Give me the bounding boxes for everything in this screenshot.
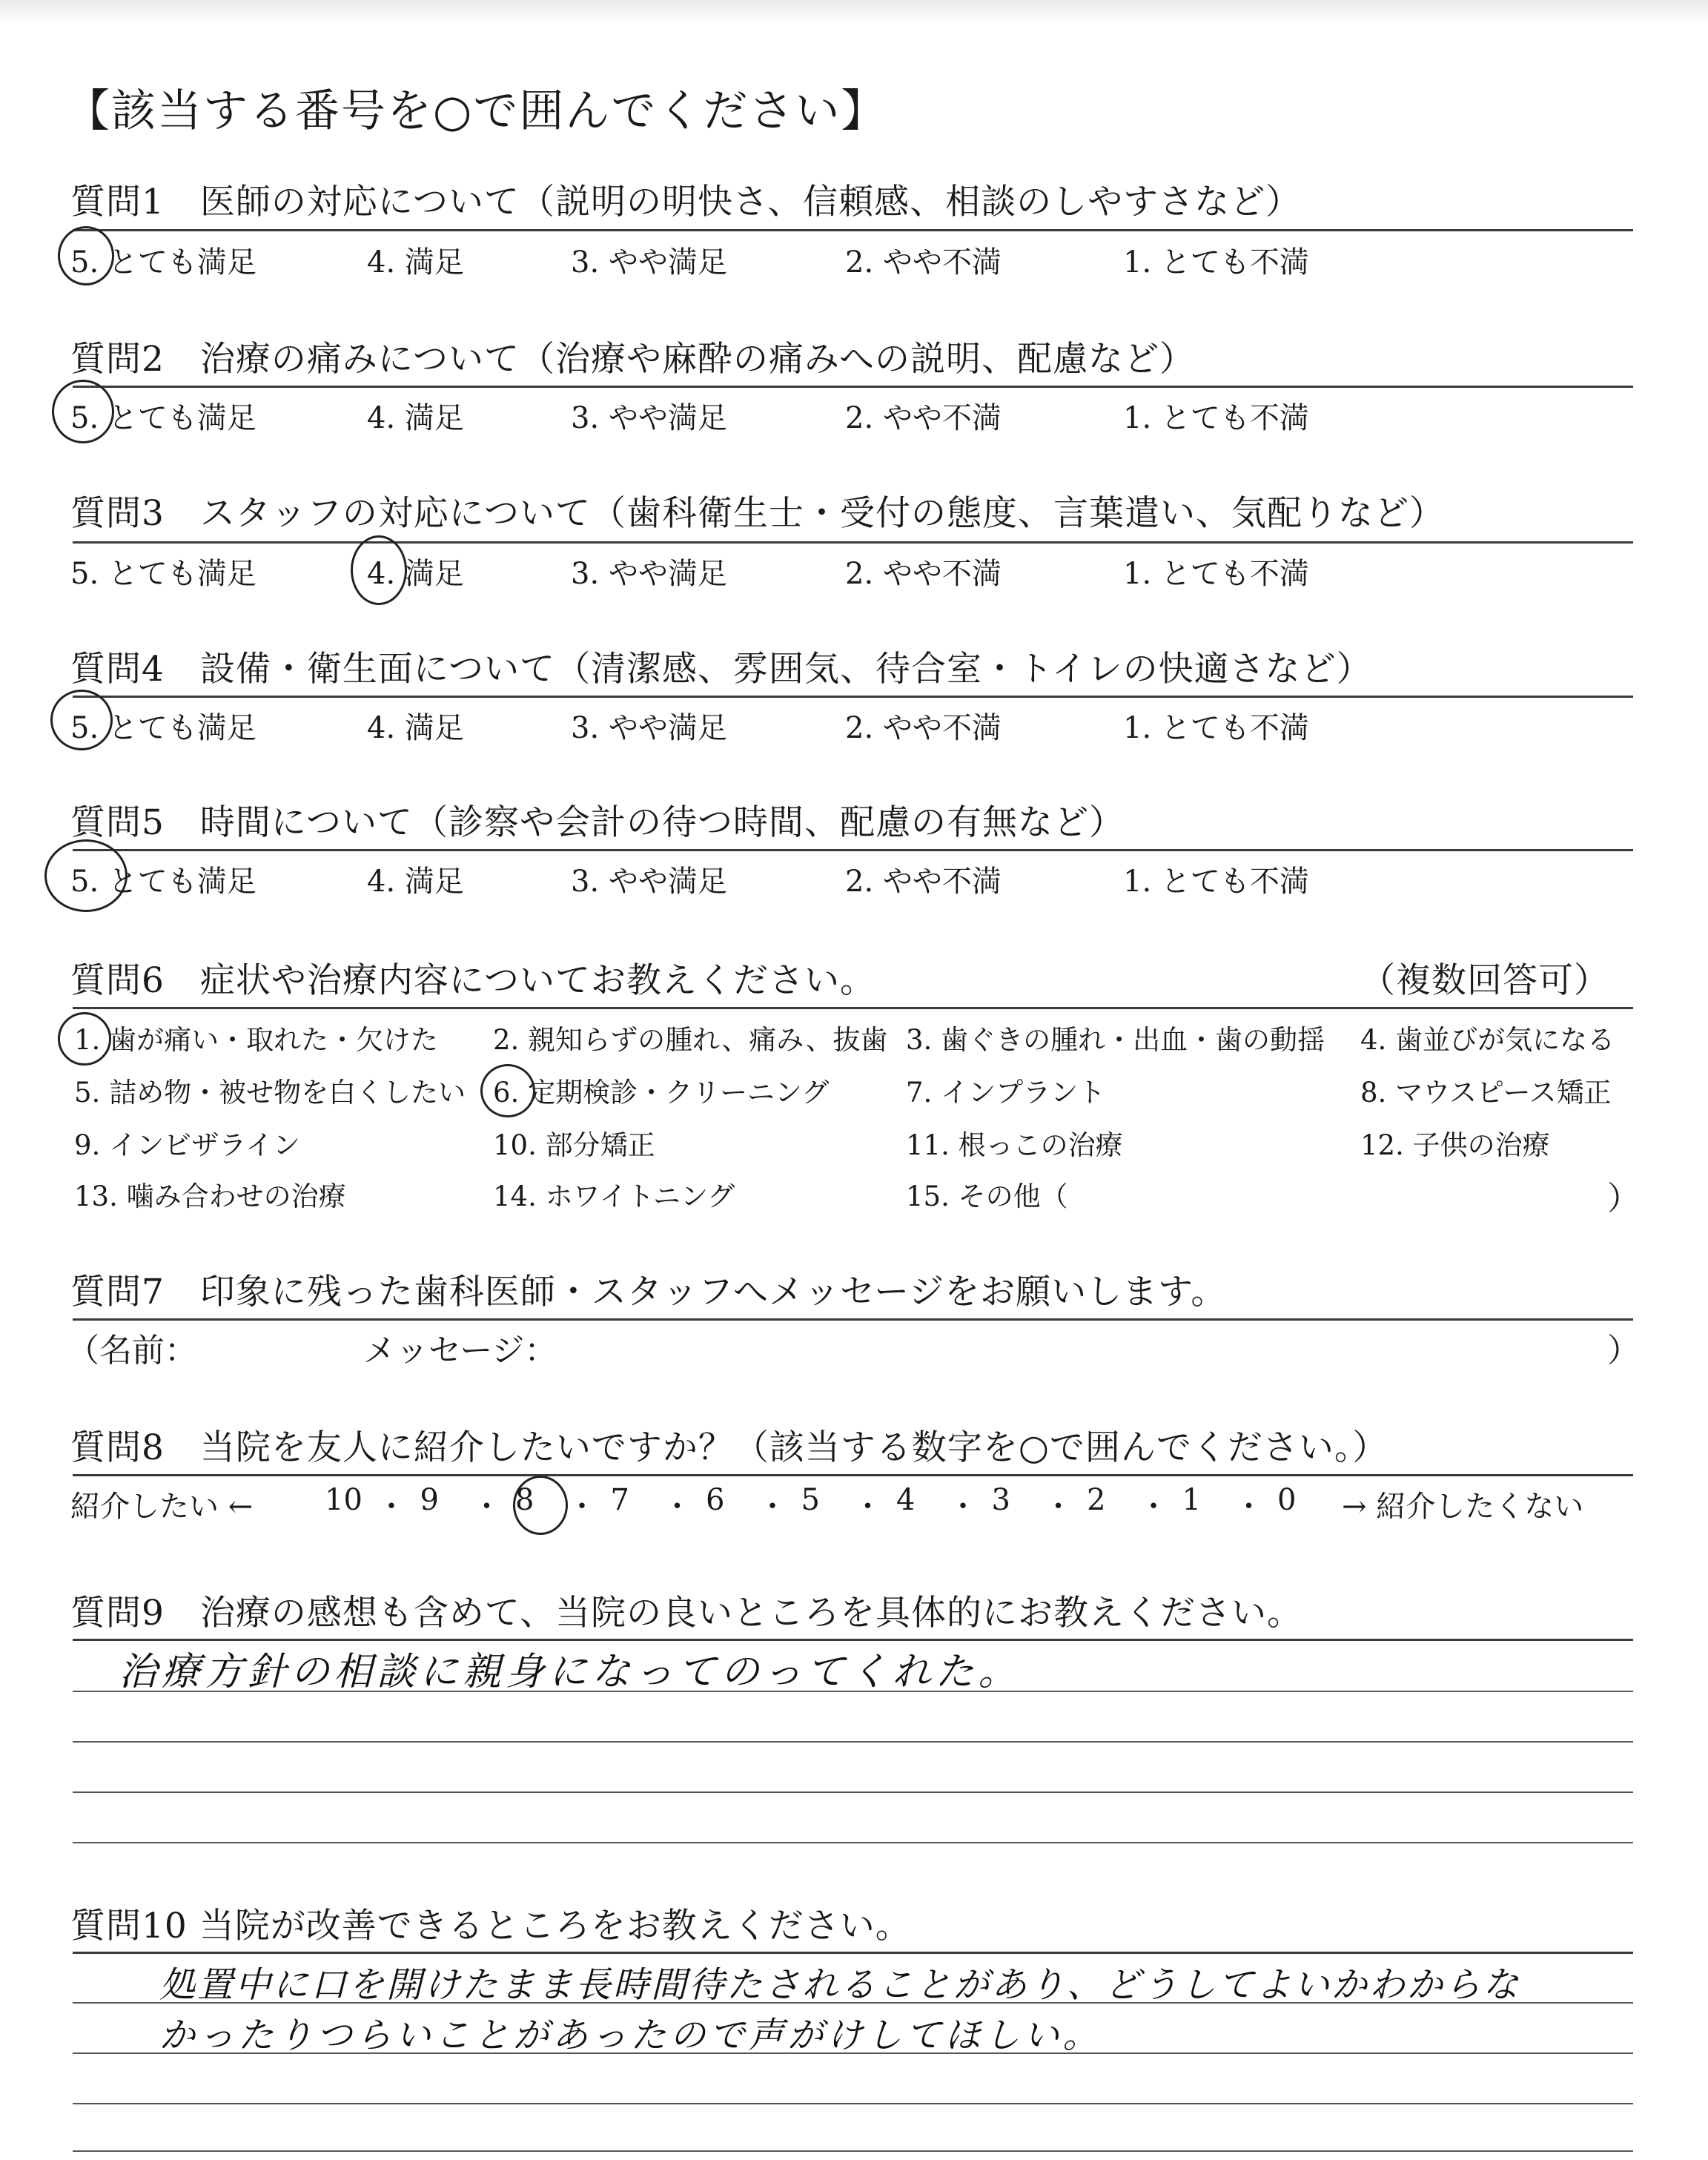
q8-scale-value-5[interactable]: 5	[801, 1483, 820, 1517]
q10-handwritten-answer-line-1: 処置中に口を開けたまま長時間待たされることがあり、どうしてよいかわからな	[159, 1964, 1521, 2006]
q1-title: 質問1 医師の対応について（説明の明快さ、信頼感、相談のしやすさなど）	[70, 182, 1302, 222]
q1-option-4[interactable]: 4. 満足	[367, 245, 464, 280]
q6-item-2[interactable]: 2. 親知らずの腫れ、痛み、抜歯	[493, 1024, 888, 1056]
q8-scale-value-8[interactable]: 8	[515, 1483, 534, 1517]
q2-option-4[interactable]: 4. 満足	[367, 401, 464, 435]
q3-divider	[73, 541, 1633, 544]
q8-scale-value-10[interactable]: 10	[325, 1483, 363, 1517]
q8-scale-separator: ・	[758, 1490, 787, 1524]
q9-title: 質問9 治療の感想も含めて、当院の良いところを具体的にお教えください。	[70, 1593, 1302, 1634]
q2-title: 質問2 治療の痛みについて（治療や麻酔の痛みへの説明、配慮など）	[70, 339, 1196, 380]
q6-item-8[interactable]: 8. マウスピース矯正	[1360, 1077, 1612, 1109]
q10-line-1	[73, 1952, 1633, 1954]
q1-option-3[interactable]: 3. やや満足	[571, 245, 727, 280]
q5-selection-circle	[44, 839, 128, 912]
q9-line-4	[73, 1791, 1633, 1793]
q8-scale-separator: ・	[948, 1490, 978, 1524]
q6-item-6[interactable]: 6. 定期検診・クリーニング	[493, 1077, 830, 1109]
q1-divider	[73, 229, 1633, 231]
q7-divider	[73, 1318, 1633, 1321]
q3-title: 質問3 スタッフの対応について（歯科衛生士・受付の態度、言葉遣い、気配りなど）	[70, 493, 1445, 534]
q4-option-2[interactable]: 2. やや不満	[845, 711, 1002, 745]
q10-line-5	[73, 2150, 1633, 2152]
q8-title: 質問8 当院を友人に紹介したいですか？（該当する数字を○で囲んでください。）	[70, 1427, 1388, 1468]
q8-scale-separator: ・	[567, 1490, 597, 1524]
q5-option-2[interactable]: 2. やや不満	[845, 865, 1002, 899]
q6-item-5[interactable]: 5. 詰め物・被せ物を白くしたい	[74, 1077, 466, 1109]
q3-selection-circle	[351, 535, 407, 605]
q6-item-1[interactable]: 1. 歯が痛い・取れた・欠けた	[74, 1024, 439, 1056]
q1-option-2[interactable]: 2. やや不満	[845, 245, 1002, 280]
q6-item-4[interactable]: 4. 歯並びが気になる	[1360, 1024, 1615, 1056]
q8-scale-value-9[interactable]: 9	[420, 1483, 439, 1517]
q4-title: 質問4 設備・衛生面について（清潔感、雰囲気、待合室・トイレの快適さなど）	[70, 649, 1372, 690]
q1-selection-circle	[58, 226, 114, 285]
q6-item-12[interactable]: 12. 子供の治療	[1360, 1129, 1550, 1161]
q5-option-5[interactable]: 5. とても満足	[70, 865, 256, 899]
q8-scale-separator: ・	[1234, 1490, 1264, 1524]
q2-option-2[interactable]: 2. やや不満	[845, 401, 1002, 435]
instruction-header: 【該当する番号を○で囲んでください】	[65, 85, 887, 137]
q2-option-1[interactable]: 1. とても不満	[1123, 401, 1309, 435]
q4-option-3[interactable]: 3. やや満足	[571, 711, 727, 745]
q5-option-4[interactable]: 4. 満足	[367, 865, 464, 899]
q6-item-7[interactable]: 7. インプラント	[906, 1077, 1106, 1109]
q2-option-3[interactable]: 3. やや満足	[571, 401, 727, 435]
q9-handwritten-answer: 治療方針の相談に親身になってのってくれた。	[119, 1650, 1022, 1694]
q8-scale-separator: ・	[662, 1490, 692, 1524]
q3-option-3[interactable]: 3. やや満足	[571, 557, 727, 591]
q9-line-3	[73, 1741, 1633, 1743]
q3-option-5[interactable]: 5. とても満足	[70, 557, 256, 591]
q6-item-3[interactable]: 3. 歯ぐきの腫れ・出血・歯の動揺	[906, 1024, 1325, 1056]
q1-option-1[interactable]: 1. とても不満	[1123, 245, 1309, 280]
q7-name-label: （名前：	[67, 1332, 197, 1370]
q2-option-5[interactable]: 5. とても満足	[70, 401, 256, 435]
q8-right-label: → 紹介したくない	[1342, 1490, 1584, 1524]
q8-scale-value-2[interactable]: 2	[1087, 1483, 1106, 1517]
q5-divider	[73, 849, 1633, 851]
q6-item-9[interactable]: 9. インビザライン	[74, 1129, 300, 1161]
q6-title: 質問6 症状や治療内容についてお教えください。	[70, 960, 875, 1001]
q3-option-1[interactable]: 1. とても不満	[1123, 557, 1309, 591]
q6-selection-circle-6	[480, 1064, 535, 1117]
q7-message-label: メッセージ：	[363, 1332, 557, 1370]
q10-handwritten-answer-line-2: かったりつらいことがあったので声がけしてほしい。	[159, 2015, 1102, 2056]
q5-option-3[interactable]: 3. やや満足	[571, 865, 727, 899]
q8-scale-value-7[interactable]: 7	[610, 1483, 629, 1517]
q6-selection-circle-1	[58, 1012, 111, 1066]
q8-scale-value-3[interactable]: 3	[991, 1483, 1010, 1517]
q8-left-label: 紹介したい ←	[70, 1490, 254, 1524]
q7-title: 質問7 印象に残った歯科医師・スタッフへメッセージをお願いします。	[70, 1272, 1227, 1312]
q5-option-1[interactable]: 1. とても不満	[1123, 865, 1309, 899]
q6-other-close-paren: ）	[1607, 1180, 1640, 1218]
q8-scale-separator: ・	[1139, 1490, 1168, 1524]
q1-option-5[interactable]: 5. とても満足	[70, 245, 256, 280]
q2-divider	[73, 386, 1633, 388]
q6-divider	[73, 1007, 1633, 1009]
scan-top-edge	[0, 0, 1708, 25]
q8-scale-separator: ・	[1043, 1490, 1073, 1524]
q3-option-2[interactable]: 2. やや不満	[845, 557, 1002, 591]
q4-option-1[interactable]: 1. とても不満	[1123, 711, 1309, 745]
q5-title: 質問5 時間について（診察や会計の待つ時間、配慮の有無など）	[70, 802, 1125, 843]
q3-option-4[interactable]: 4. 満足	[367, 557, 464, 591]
q6-item-15[interactable]: 15. その他（	[906, 1180, 1068, 1212]
q8-scale-value-4[interactable]: 4	[896, 1483, 916, 1517]
q8-scale-separator: ・	[377, 1490, 406, 1524]
q4-option-5[interactable]: 5. とても満足	[70, 711, 256, 745]
q6-multiple-answers-note: （複数回答可）	[1360, 960, 1609, 1001]
q10-title: 質問10 当院が改善できるところをお教えください。	[70, 1906, 911, 1946]
q6-item-10[interactable]: 10. 部分矯正	[493, 1129, 655, 1161]
q8-divider	[73, 1474, 1633, 1476]
q8-scale-value-1[interactable]: 1	[1182, 1483, 1201, 1517]
q6-item-11[interactable]: 11. 根っこの治療	[906, 1129, 1123, 1161]
q2-selection-circle	[52, 380, 114, 443]
q8-selection-circle	[513, 1476, 568, 1535]
q8-scale-separator: ・	[471, 1490, 502, 1524]
q4-option-4[interactable]: 4. 満足	[367, 711, 464, 745]
q8-scale-value-0[interactable]: 0	[1277, 1483, 1297, 1517]
q6-item-13[interactable]: 13. 噛み合わせの治療	[74, 1180, 346, 1212]
q8-scale-value-6[interactable]: 6	[706, 1483, 725, 1517]
q6-item-14[interactable]: 14. ホワイトニング	[493, 1180, 735, 1212]
q8-scale-separator: ・	[853, 1490, 883, 1524]
q4-selection-circle	[50, 690, 113, 750]
q7-close-paren: ）	[1607, 1332, 1640, 1370]
q4-divider	[73, 696, 1633, 698]
q9-line-5	[73, 1842, 1633, 1843]
q10-line-4	[73, 2103, 1633, 2104]
